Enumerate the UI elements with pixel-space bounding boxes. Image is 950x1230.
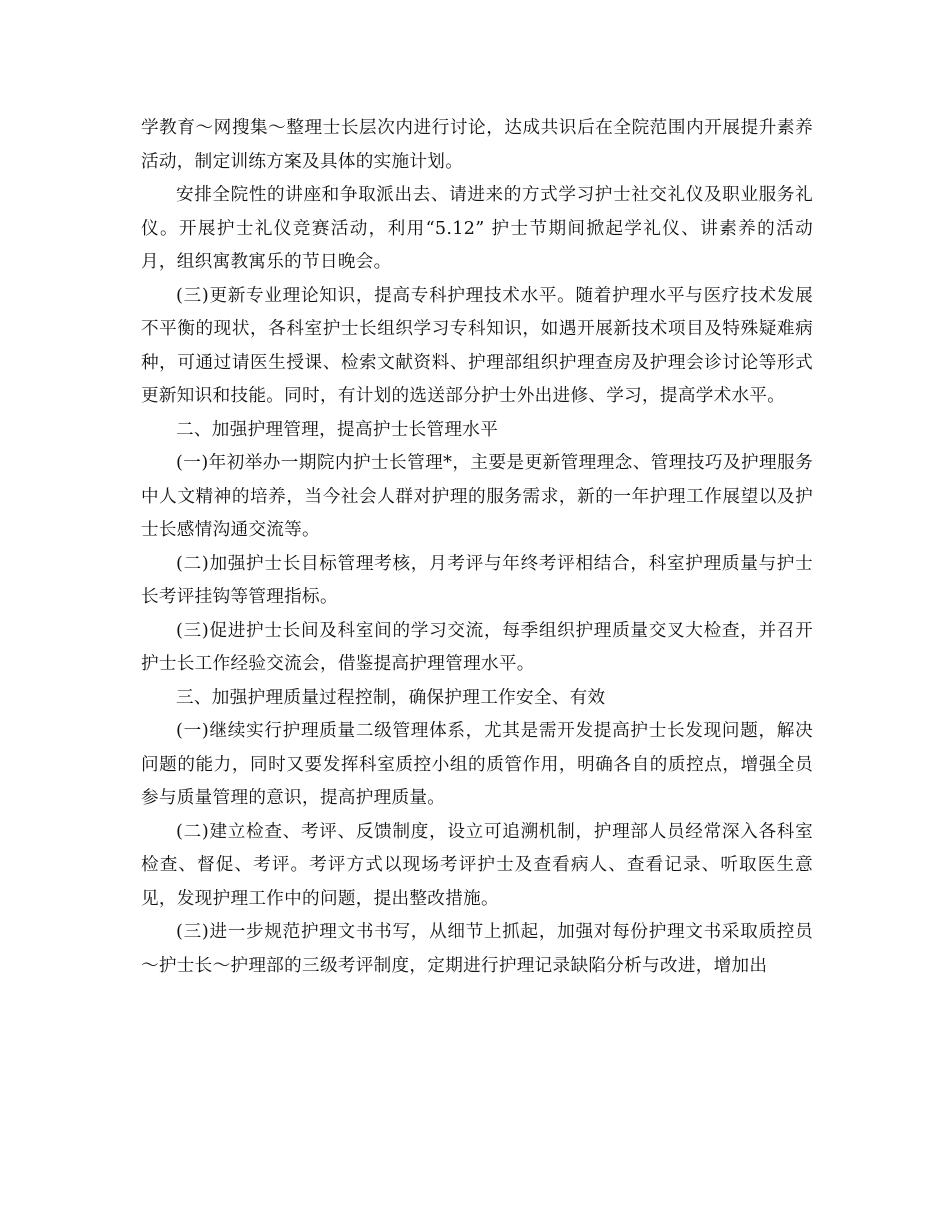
paragraph: (一)年初举办一期院内护士长管理*，主要是更新管理理念、管理技巧及护理服务中人文精神的培养，当今社会人群对护理的服务需求，新的一年护理工作展望以及护士长感情沟通交流等。 <box>141 453 813 540</box>
paragraph: (二)加强护士长目标管理考核，月考评与年终考评相结合，科室护理质量与护士长考评挂钩等管理指标。 <box>141 553 813 607</box>
paragraph: 学教育～网搜集～整理士长层次内进行讨论，达成共识后在全院范围内开展提升素养活动，制定训练方案及具体的实施计划。 <box>141 118 813 172</box>
section-heading: 三、加强护理质量过程控制，确保护理工作安全、有效 <box>176 687 606 708</box>
paragraph: (三)进一步规范护理文书书写，从细节上抓起，加强对每份护理文书采取质控员～护士长～护理部的三级考评制度，定期进行护理记录缺陷分析与改进，增加出 <box>141 922 813 976</box>
paragraph: (二)建立检查、考评、反馈制度，设立可追溯机制，护理部人员经常深入各科室检查、督促、考评。考评方式以现场考评护士及查看病人、查看记录、听取医生意见，发现护理工作中的问题，提出整改措施。 <box>141 821 813 909</box>
section-heading: 二、加强护理管理，提高护士长管理水平 <box>176 419 499 440</box>
paragraph: (三)促进护士长间及科室间的学习交流，每季组织护理质量交叉大检查，并召开护士长工作经验交流会，借鉴提高护理管理水平。 <box>141 620 813 674</box>
paragraph: 安排全院性的讲座和争取派出去、请进来的方式学习护士社交礼仪及职业服务礼仪。开展护士礼仪竞赛活动，利用“5.12” 护士节期间掀起学礼仪、讲素养的活动月，组织寓教寓乐的节日晚会。 <box>141 185 813 272</box>
paragraph: (三)更新专业理论知识，提高专科护理技术水平。随着护理水平与医疗技术发展不平衡的现状，各科室护士长组织学习专科知识，如遇开展新技术项目及特殊疑难病种，可通过请医生授课、检索文献资料、护理部组织护理查房及护理会诊讨论等形式更新知识和技能。同时，有计划的选送部分护士外出进修、学习，提高学术水平。 <box>141 285 813 406</box>
paragraph: (一)继续实行护理质量二级管理体系，尤其是需开发提高护士长发现问题，解决问题的能力，同时又要发挥科室质控小组的质管作用，明确各自的质控点，增强全员参与质量管理的意识，提高护理质量。 <box>141 721 813 808</box>
document-body <box>141 112 813 983</box>
